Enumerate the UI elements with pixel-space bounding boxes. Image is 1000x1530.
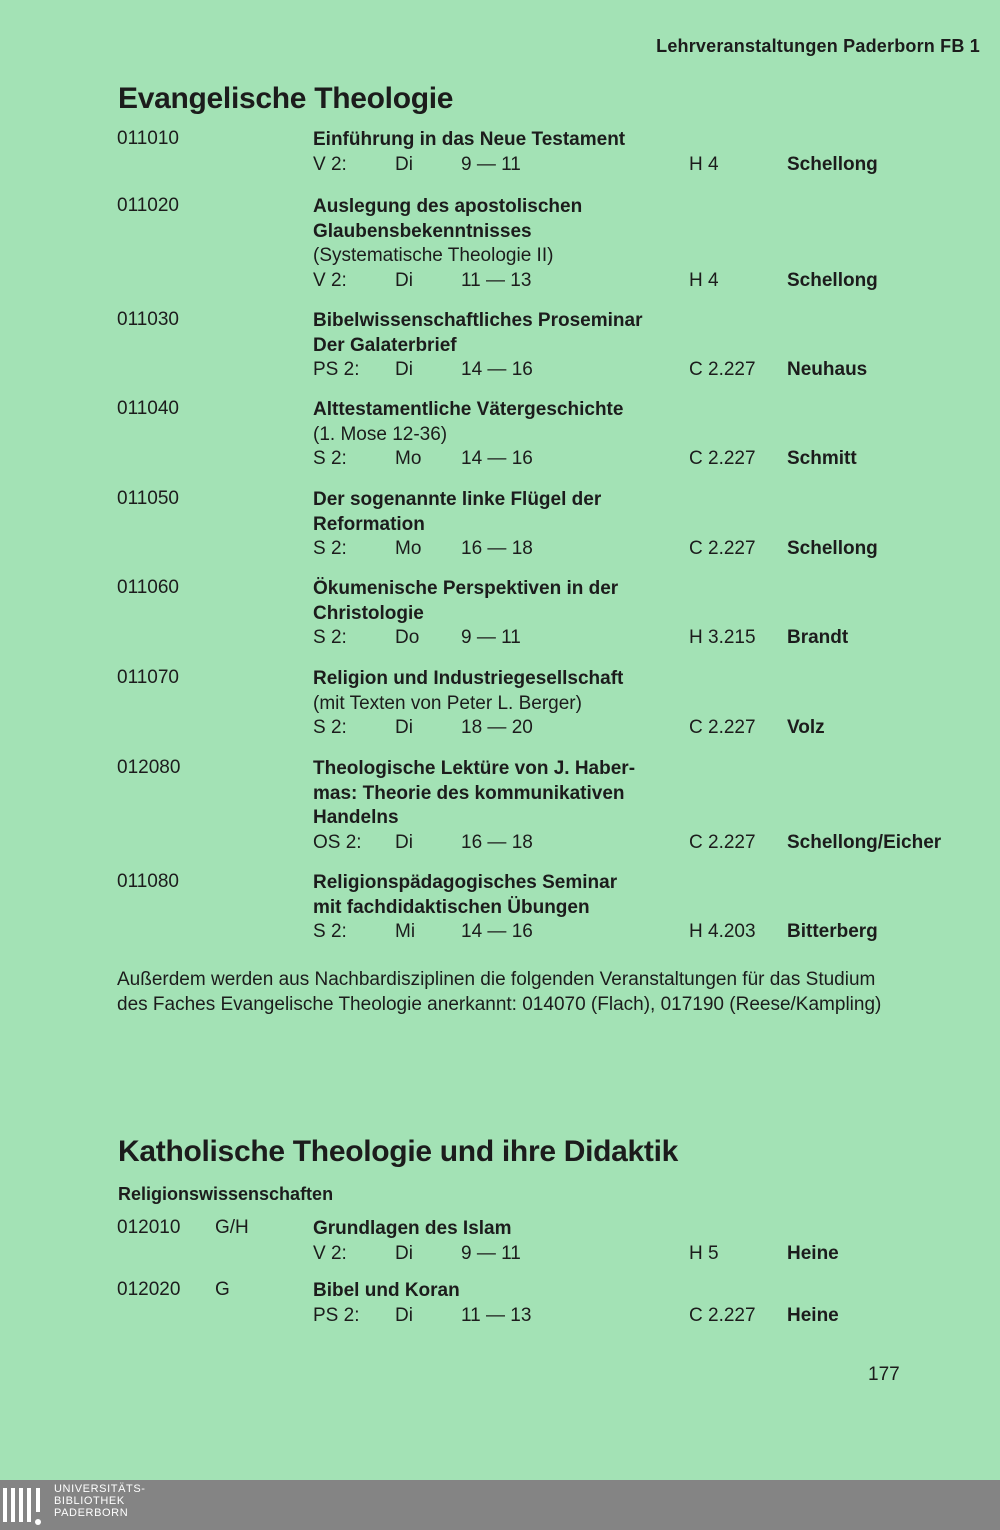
course-number: 011020 <box>117 195 179 216</box>
course-schedule <box>313 1304 993 1329</box>
course-schedule <box>313 626 993 651</box>
course-body <box>313 871 993 945</box>
course-time: 14 — 16 <box>461 359 533 380</box>
course-room: C 2.227 <box>689 717 756 738</box>
course-day: Mi <box>395 921 416 942</box>
course-type: V 2: <box>313 269 347 291</box>
course-day: Mo <box>395 538 422 559</box>
course-type: S 2: <box>313 627 347 648</box>
section-title-katholische-theologie: Katholische Theologie und ihre Didaktik <box>118 1135 679 1168</box>
course-time: 11 — 13 <box>461 1304 532 1326</box>
course-schedule <box>313 920 993 945</box>
course-number: 011030 <box>117 309 179 330</box>
course-lecturer: Schellong <box>787 269 878 291</box>
course-body <box>313 577 993 651</box>
course-type: S 2: <box>313 717 347 738</box>
course-title-line: mit fachdidaktischen Übungen <box>313 896 590 918</box>
course-lecturer: Volz <box>787 717 825 738</box>
course-body <box>313 488 993 562</box>
section-subtitle: Religionswissenschaften <box>118 1184 334 1204</box>
course-subtitle-line: (mit Texten von Peter L. Berger) <box>313 692 582 714</box>
course-number: 011010 <box>117 128 179 149</box>
course-type: PS 2: <box>313 1304 360 1326</box>
course-type: V 2: <box>313 153 347 175</box>
course-time: 14 — 16 <box>461 448 533 469</box>
course-number: 012010 <box>117 1217 181 1238</box>
course-lecturer: Brandt <box>787 627 849 648</box>
course-room: H 4.203 <box>689 921 756 942</box>
course-title-line: Grundlagen des Islam <box>313 1218 512 1239</box>
course-schedule <box>313 716 993 741</box>
page-number: 177 <box>868 1364 900 1385</box>
course-type: S 2: <box>313 921 347 942</box>
course-room: H 3.215 <box>689 627 756 648</box>
course-type: V 2: <box>313 1242 347 1264</box>
course-number: 011060 <box>117 577 179 598</box>
footer-bar <box>0 1480 1000 1530</box>
course-time: 9 — 11 <box>461 1242 521 1264</box>
course-body <box>313 309 993 383</box>
course-room: H 4 <box>689 269 719 291</box>
course-lecturer: Schellong <box>787 538 878 559</box>
library-name-line: PADERBORN <box>54 1507 129 1519</box>
course-day: Di <box>395 1304 413 1326</box>
course-tag: G <box>215 1279 230 1300</box>
course-type: OS 2: <box>313 831 362 853</box>
course-body <box>313 757 993 855</box>
course-number: 011070 <box>117 667 179 688</box>
course-title-line: Christologie <box>313 602 424 624</box>
course-title-line: Der sogenannte linke Flügel der <box>313 489 602 510</box>
course-lecturer: Heine <box>787 1304 839 1326</box>
course-title-line: Bibel und Koran <box>313 1280 460 1301</box>
course-title-line: Auslegung des apostolischen <box>313 196 583 217</box>
course-title-line: Handelns <box>313 807 399 828</box>
course-room: C 2.227 <box>689 831 756 853</box>
course-tag: G/H <box>215 1217 249 1238</box>
course-room: C 2.227 <box>689 1304 756 1326</box>
course-schedule <box>313 447 993 472</box>
course-time: 9 — 11 <box>461 153 521 175</box>
course-time: 9 — 11 <box>461 627 521 648</box>
course-schedule <box>313 537 993 562</box>
course-subtitle-line: (Systematische Theologie II) <box>313 245 554 266</box>
course-day: Di <box>395 717 413 738</box>
course-type: PS 2: <box>313 359 360 380</box>
course-title-line: Glaubensbekenntnisses <box>313 220 532 242</box>
course-schedule <box>313 269 993 294</box>
library-name-line: UNIVERSITÄTS- <box>54 1483 146 1495</box>
course-time: 16 — 18 <box>461 831 533 853</box>
course-body <box>313 195 993 293</box>
university-library-logo-icon <box>0 1486 48 1530</box>
course-time: 18 — 20 <box>461 717 533 738</box>
course-schedule <box>313 358 993 383</box>
course-body <box>313 667 993 741</box>
course-room: H 5 <box>689 1242 719 1264</box>
course-room: C 2.227 <box>689 448 756 469</box>
course-room: H 4 <box>689 153 719 175</box>
course-day: Do <box>395 627 420 648</box>
course-number: 011080 <box>117 871 179 892</box>
running-header: Lehrveranstaltungen Paderborn FB 1 <box>656 36 980 56</box>
course-time: 11 — 13 <box>461 269 532 291</box>
recognition-note: Außerdem werden aus Nachbardisziplinen die folgenden Veranstaltungen für das Studium des Faches Evangelische Theologie anerkannt: 014070 (Flach), 017190 (Reese/Kampling) <box>117 969 882 1015</box>
course-day: Di <box>395 153 413 175</box>
library-name-line: BIBLIOTHEK <box>54 1495 125 1507</box>
course-body <box>313 1279 993 1328</box>
course-time: 14 — 16 <box>461 921 533 942</box>
course-day: Di <box>395 1242 413 1264</box>
course-title-line: Religionspädagogisches Seminar <box>313 872 618 893</box>
course-lecturer: Neuhaus <box>787 359 868 380</box>
course-body <box>313 1217 993 1266</box>
course-title-line: Religion und Industriegesellschaft <box>313 668 624 689</box>
course-number: 012080 <box>117 757 181 778</box>
course-day: Di <box>395 831 413 853</box>
course-lecturer: Heine <box>787 1242 839 1264</box>
course-lecturer: Schellong <box>787 153 878 175</box>
library-name <box>54 1483 146 1519</box>
course-day: Di <box>395 359 413 380</box>
course-title-line: Reformation <box>313 513 425 535</box>
course-room: C 2.227 <box>689 359 756 380</box>
course-type: S 2: <box>313 538 347 559</box>
course-title-line: Theologische Lektüre von J. Haber- <box>313 758 636 779</box>
course-schedule <box>313 153 993 178</box>
course-number: 011050 <box>117 488 179 509</box>
course-body <box>313 398 993 472</box>
course-lecturer: Bitterberg <box>787 921 878 942</box>
section-title-evangelische-theologie: Evangelische Theologie <box>118 82 454 115</box>
course-title-line: Bibelwissenschaftliches Proseminar <box>313 310 643 331</box>
course-schedule <box>313 1242 993 1267</box>
course-title-line: mas: Theorie des kommunikativen <box>313 782 625 804</box>
course-title-line: Alttestamentliche Vätergeschichte <box>313 399 624 420</box>
course-number: 011040 <box>117 398 179 419</box>
course-day: Di <box>395 269 413 291</box>
course-subtitle-line: (1. Mose 12-36) <box>313 423 448 445</box>
course-room: C 2.227 <box>689 538 756 559</box>
course-type: S 2: <box>313 448 347 469</box>
course-time: 16 — 18 <box>461 538 533 559</box>
course-title-line: Der Galaterbrief <box>313 334 457 356</box>
course-body <box>313 128 993 177</box>
course-title-line: Einführung in das Neue Testament <box>313 129 626 150</box>
course-lecturer: Schellong/Eicher <box>787 831 942 853</box>
course-lecturer: Schmitt <box>787 448 857 469</box>
course-number: 012020 <box>117 1279 181 1300</box>
course-day: Mo <box>395 448 422 469</box>
course-schedule <box>313 831 993 856</box>
course-title-line: Ökumenische Perspektiven in der <box>313 578 619 599</box>
